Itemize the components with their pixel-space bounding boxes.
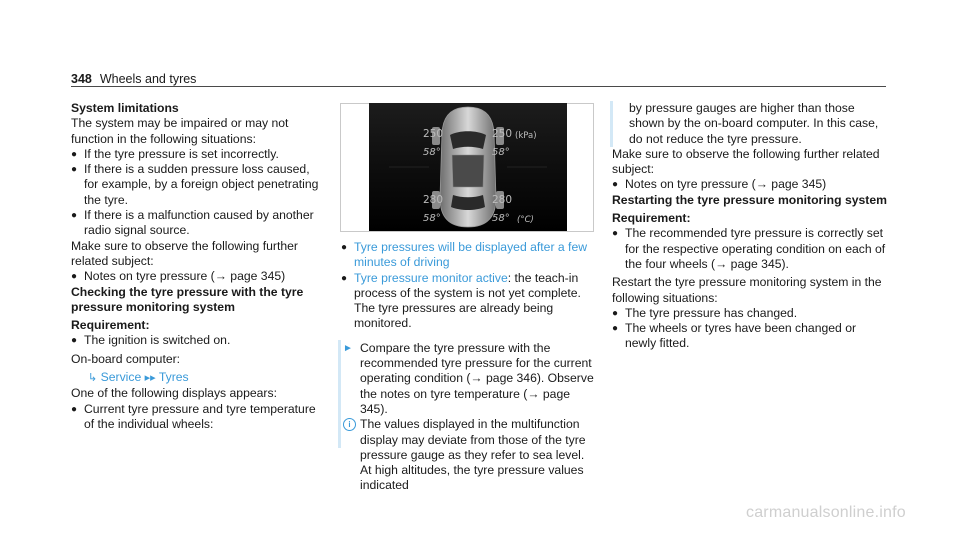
column-3 [612, 101, 888, 352]
bullet-icon: ● [341, 242, 348, 253]
list-item [341, 240, 596, 271]
rear-right-temperature: 58° [492, 213, 510, 224]
info-icon: i [343, 418, 356, 431]
paragraph: Make sure to observe the following further related subject: [612, 146, 880, 177]
front-right-pressure: 250 [492, 128, 513, 140]
list-item: ● If there is a sudden pressure loss caused, for example, by a foreign object penetrating the tyre. [71, 162, 319, 207]
note: i The values displayed in the multifunction display may deviate from those of the tyre pressure gauge as they refer to sea level. At high altitudes, the tyre pressure values indicated [341, 417, 596, 493]
list-item: ● Notes on tyre pressure (→ page 345) [612, 177, 827, 192]
bullet-icon: ● [612, 179, 619, 191]
pressure-unit: (kPa) [515, 131, 537, 141]
list-item: ● The ignition is switched on. [71, 333, 231, 348]
list-item: ● Notes on tyre pressure (→ page 345) [71, 269, 286, 284]
list-item: ● Current tyre pressure and tyre temperature of the individual wheels: [71, 401, 316, 431]
display-message: Tyre pressures will be displayed after a few minutes of driving [354, 240, 588, 270]
bullet-icon: ● [71, 403, 78, 415]
bullet-icon: ● [341, 272, 348, 284]
bullet-icon: ● [612, 323, 619, 335]
rear-left-pressure: 280 [423, 194, 444, 206]
menu-item-tyres[interactable]: Tyres [158, 370, 189, 385]
play-arrow-icon: ► [343, 342, 353, 354]
page-number: 348 [71, 72, 92, 86]
front-left-pressure: 250 [423, 128, 444, 140]
menu-item-service[interactable]: Service [100, 370, 142, 385]
watermark: carmanualsonline.info [746, 504, 906, 521]
column-2 [341, 240, 596, 494]
heading-checking-tyre-pressure: Checking the tyre pressure with the tyre pressure monitoring system [71, 284, 304, 314]
header-rule [71, 86, 886, 87]
heading-restarting: Restarting the tyre pressure monitoring system [612, 192, 887, 207]
heading-system-limitations: System limitations [71, 101, 179, 115]
list-item: ● If the tyre pressure is set incorrectly. [71, 146, 279, 161]
paragraph: Restart the tyre pressure monitoring system in the following situations: [612, 275, 882, 305]
bullet-icon: ● [71, 148, 78, 160]
paragraph: The system may be impaired or may not function in the following situations: [71, 116, 289, 146]
menu-path [71, 370, 326, 386]
rear-left-temperature: 58° [423, 213, 441, 224]
bullet-icon: ● [612, 307, 619, 319]
list-item: ● The recommended tyre pressure is correctly set for the respective operating condition on each of the four wheels (→ page 345). [612, 226, 886, 271]
list-item: ● Tyre pressure monitor active: the teach-in process of the system is not yet complete. The tyre pressures are already being monitored. [341, 270, 581, 331]
tyre-pressure-display [369, 103, 567, 231]
bullet-icon: ● [71, 210, 78, 222]
note-continuation: by pressure gauges are higher than those shown by the on-board computer. In this case, do not reduce the tyre pressure. [629, 101, 879, 146]
note-rule [610, 101, 613, 147]
paragraph: One of the following displays appears: [71, 386, 277, 401]
requirement-label: Requirement: [612, 211, 691, 226]
bullet-icon: ● [71, 164, 78, 176]
double-chevron-icon: ▸▸ [144, 372, 156, 385]
requirement-label: Requirement: [71, 318, 150, 333]
paragraph: Make sure to observe the following further related subject: [71, 238, 298, 268]
section-title: Wheels and tyres [99, 72, 197, 86]
column-1 [71, 101, 326, 432]
front-right-temperature: 58° [492, 147, 510, 158]
note-rule [338, 340, 341, 448]
bullet-icon: ● [71, 335, 78, 347]
instruction: ► Compare the tyre pressure with the recommended tyre pressure for the current operating condition (→ page 346). Observe the notes on tyre temperature (→ page 345). [343, 340, 594, 416]
return-arrow-icon: ↳ [88, 372, 98, 385]
page-header [71, 72, 196, 87]
bullet-icon: ● [612, 228, 619, 240]
list-item: ● The wheels or tyres have been changed or newly fitted. [612, 321, 857, 351]
temperature-unit: (°C) [517, 215, 534, 225]
front-left-temperature: 58° [423, 147, 441, 158]
display-message: Tyre pressure monitor active [354, 270, 508, 285]
list-item: ● If there is a malfunction caused by another radio signal source. [71, 208, 314, 238]
rear-right-pressure: 280 [492, 194, 513, 206]
onboard-computer-label: On-board computer: [71, 351, 181, 366]
list-item: ● The tyre pressure has changed. [612, 305, 798, 320]
car-top-view-icon [369, 103, 567, 231]
bullet-icon: ● [71, 271, 78, 283]
